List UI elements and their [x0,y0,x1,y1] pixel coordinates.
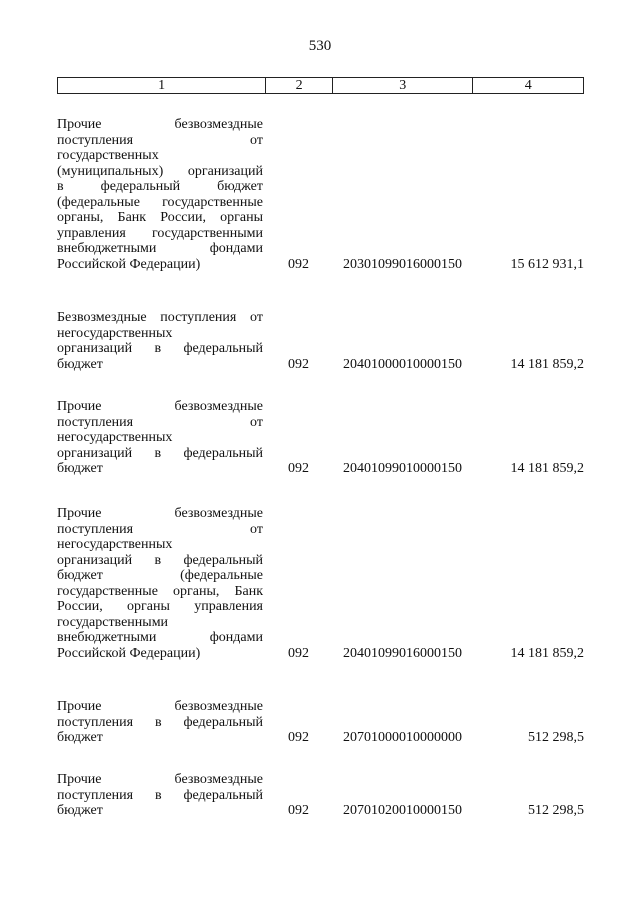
description-line: организаций в федеральный [57,552,263,568]
row-kbk: 20701000010000000 [343,730,462,745]
description-line: бюджет [57,356,103,372]
description-line: государственными [57,614,169,630]
row-description [57,310,263,372]
column-header-3: 3 [332,78,472,93]
page-number: 530 [308,38,332,54]
description-line: России, органы управления [57,599,263,614]
row-amount: 14 181 859,2 [510,356,584,372]
row-code: 092 [288,356,309,372]
table-row [57,310,584,372]
table-row [57,399,584,477]
description-line: негосударственных [57,325,173,341]
row-description [57,772,263,819]
row-code: 092 [288,256,309,272]
row-amount: 14 181 859,2 [510,461,584,476]
description-line: негосударственных [57,430,173,445]
row-code: 092 [288,461,309,476]
description-line: Российской Федерации) [57,645,201,661]
row-amount: 14 181 859,2 [510,645,584,661]
description-line: Прочие безвозмездные [57,399,263,414]
row-code: 092 [288,803,309,818]
table-row [57,699,584,746]
description-line: негосударственных [57,537,173,552]
description-line: поступления в федеральный [57,787,263,803]
description-line: организаций в федеральный [57,341,263,356]
column-header-4: 4 [472,78,583,93]
description-line: Прочие безвозмездные [57,699,263,714]
description-line: бюджет (федеральные [57,568,263,583]
description-line: Прочие безвозмездные [57,772,263,787]
table-header [57,77,584,94]
description-line: внебюджетными фондами [57,630,263,645]
row-kbk: 20701020010000150 [343,803,462,818]
row-kbk: 20401099010000150 [343,461,462,476]
description-line: Прочие безвозмездные [57,117,263,132]
row-amount: 15 612 931,1 [510,256,584,272]
description-line: органы, Банк России, органы [57,210,263,225]
description-line: (федеральные государственные [57,194,263,210]
description-line: бюджет [57,730,103,745]
description-line: внебюджетными фондами [57,241,263,256]
row-amount: 512 298,5 [528,803,584,818]
table-row [57,117,584,272]
table-row [57,506,584,661]
row-code: 092 [288,730,309,745]
row-kbk: 20301099016000150 [343,256,462,272]
description-line: Прочие безвозмездные [57,506,263,521]
description-line: организаций в федеральный [57,445,263,461]
description-line: Безвозмездные поступления от [57,310,263,325]
row-amount: 512 298,5 [528,730,584,745]
column-header-1: 1 [158,78,166,93]
column-header-2: 2 [265,78,332,93]
description-line: поступления от [57,132,263,148]
description-line: поступления от [57,414,263,430]
description-line: управления государственными [57,225,263,241]
description-line: государственных [57,148,159,163]
description-line: в федеральный бюджет [57,179,263,194]
row-description [57,117,263,272]
row-kbk: 20401099016000150 [343,645,462,661]
description-line: (муниципальных) организаций [57,163,263,179]
description-line: поступления в федеральный [57,714,263,730]
table-row [57,772,584,819]
row-description [57,506,263,661]
row-code: 092 [288,645,309,661]
description-line: бюджет [57,461,103,476]
row-description [57,699,263,746]
row-kbk: 20401000010000150 [343,356,462,372]
row-description [57,399,263,477]
description-line: государственные органы, Банк [57,583,263,599]
description-line: бюджет [57,803,103,818]
description-line: поступления от [57,521,263,537]
description-line: Российской Федерации) [57,256,201,272]
